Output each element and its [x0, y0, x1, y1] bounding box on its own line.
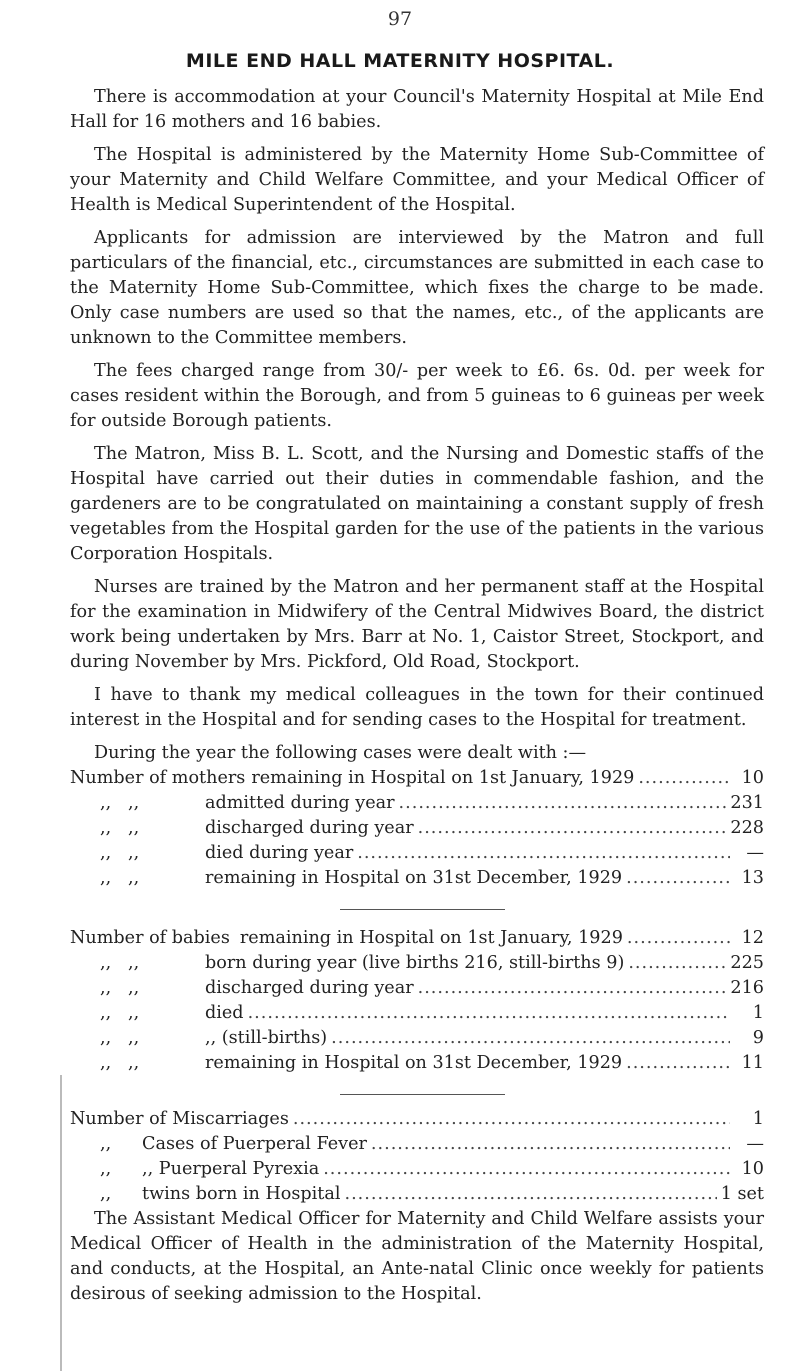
- leader-dots: [418, 976, 727, 1001]
- ditto-mark: ,,: [100, 868, 112, 888]
- row-lead: [70, 816, 205, 841]
- ditto-mark: ,,: [128, 1028, 140, 1048]
- leader-dots: [323, 1157, 730, 1182]
- ditto-mark: ,,: [100, 1184, 112, 1204]
- row-lead: [70, 976, 205, 1001]
- table-row: [70, 866, 764, 891]
- ditto-mark: ,,: [100, 953, 112, 973]
- row-value: 225: [730, 953, 764, 973]
- paragraph-applicants: Applicants for admission are interviewed by the Matron and full particulars of the financial, etc., circumstances are submitted in each case to the Maternity Home Sub-Committee, which fixes the charge to be made. Only case numbers are used so that the names, etc., of the applicants are unknown to the Committee members.: [70, 228, 764, 348]
- row-lead: Number of mothers: [70, 768, 246, 788]
- table-row: [70, 766, 764, 791]
- row-value: 231: [730, 793, 764, 813]
- ditto-mark: ,,: [100, 1028, 112, 1048]
- leader-dots: [418, 816, 727, 841]
- document-body: [70, 85, 764, 1315]
- paragraph-nurses: Nurses are trained by the Matron and her permanent staff at the Hospital for the examination in Midwifery of the Central Midwives Board, the district work being undertaken by Mrs. Barr at No. 1, Caistor Street, Stockport, and during November by Mrs. Pickford, Old Road, Stockport.: [70, 577, 764, 672]
- row-lead: [70, 866, 205, 891]
- table-row: [70, 816, 764, 841]
- row-value: 9: [752, 1028, 764, 1048]
- ditto-mark: ,,: [100, 1053, 112, 1073]
- page-number: 97: [387, 8, 413, 30]
- paragraph-accommodation: There is accommodation at your Council's Maternity Hospital at Mile End Hall for 16 mothers and 16 babies.: [70, 87, 764, 132]
- leader-dots: [248, 1001, 730, 1026]
- row-label: admitted during year: [205, 793, 395, 813]
- table-row: [70, 1026, 764, 1051]
- row-label: Cases of Puerperal Fever: [142, 1134, 367, 1154]
- leader-dots: [628, 951, 726, 976]
- ditto-mark: ,,: [100, 818, 112, 838]
- row-label: discharged during year: [205, 818, 414, 838]
- row-value: —: [746, 1134, 764, 1154]
- leader-dots: [371, 1132, 730, 1157]
- table-row: [70, 1132, 764, 1157]
- row-lead: Number of babies: [70, 928, 230, 948]
- leader-dots: [638, 766, 730, 791]
- ditto-mark: ,,: [128, 843, 140, 863]
- ditto-mark: ,,: [100, 1134, 112, 1154]
- row-lead: [70, 1026, 205, 1051]
- section-divider: [340, 1094, 505, 1095]
- table-row: [70, 951, 764, 976]
- row-value: 10: [741, 768, 764, 788]
- row-label: twins born in Hospital: [142, 1184, 341, 1204]
- row-label: discharged during year: [205, 978, 414, 998]
- row-value: 1: [752, 1003, 764, 1023]
- section-divider: [340, 909, 505, 910]
- leader-dots: [345, 1182, 717, 1207]
- row-lead: Number of: [70, 1109, 167, 1129]
- paragraph-thanks: I have to thank my medical colleagues in the town for their continued interest in the Hospital and for sending cases to the Hospital for treatment.: [70, 685, 764, 730]
- table-row: [70, 976, 764, 1001]
- row-value: 11: [741, 1053, 764, 1073]
- paragraph-closing: The Assistant Medical Officer for Maternity and Child Welfare assists your Medical Officer of Health in the administration of the Maternity Hospital, and conducts, at the Hospital, an Ante-natal Clinic once weekly for patients desirous of seeking admission to the Hospital.: [70, 1209, 764, 1304]
- row-lead: [70, 951, 205, 976]
- row-lead: [70, 1051, 205, 1076]
- paragraph-fees: The fees charged range from 30/- per week to £6. 6s. 0d. per week for cases resident within the Borough, and from 5 guineas to 6 guineas per week for outside Borough patients.: [70, 361, 764, 431]
- ditto-mark: ,,: [128, 1003, 140, 1023]
- table-row: [70, 791, 764, 816]
- ditto-mark: ,,: [100, 843, 112, 863]
- table-row: [70, 1182, 764, 1207]
- leader-dots: [626, 866, 730, 891]
- row-lead: [70, 841, 205, 866]
- row-lead: [70, 1132, 142, 1157]
- leader-dots: [331, 1026, 730, 1051]
- babies-table: [70, 926, 764, 1076]
- misc-table: [70, 1107, 764, 1207]
- paragraph-staff: The Matron, Miss B. L. Scott, and the Nursing and Domestic staffs of the Hospital have carried out their duties in commendable fashion, and the gardeners are to be congratulated on maintaining a constant supply of fresh vegetables from the Hospital garden for the use of the patients in the various Corporation Hospitals.: [70, 444, 764, 564]
- row-value: 10: [741, 1159, 764, 1179]
- ditto-mark: ,,: [100, 793, 112, 813]
- row-value: 1 set: [720, 1184, 764, 1204]
- leader-dots: [293, 1107, 730, 1132]
- table-row: [70, 1001, 764, 1026]
- row-lead: [70, 1157, 142, 1182]
- row-label: born during year (live births 216, still-births 9): [205, 953, 625, 973]
- row-label: remaining in Hospital on 31st December, 1929: [205, 868, 623, 888]
- row-label: died during year: [205, 843, 354, 863]
- row-label: remaining in Hospital on 1st January, 1929: [239, 928, 623, 948]
- ditto-mark: ,,: [100, 1159, 112, 1179]
- table-row: [70, 926, 764, 951]
- row-label: Miscarriages: [172, 1109, 289, 1129]
- row-lead: [70, 791, 205, 816]
- row-value: 1: [752, 1109, 764, 1129]
- table-row: [70, 841, 764, 866]
- row-lead: [70, 1182, 142, 1207]
- row-label: ,, (still-births): [205, 1028, 328, 1048]
- ditto-mark: ,,: [128, 868, 140, 888]
- table-row: [70, 1051, 764, 1076]
- table-row: [70, 1157, 764, 1182]
- row-value: 13: [741, 868, 764, 888]
- ditto-mark: ,,: [128, 953, 140, 973]
- ditto-mark: ,,: [128, 793, 140, 813]
- row-value: —: [746, 843, 764, 863]
- row-value: 228: [730, 818, 764, 838]
- table-row: [70, 1107, 764, 1132]
- row-value: 216: [730, 978, 764, 998]
- row-lead: [70, 1001, 205, 1026]
- row-label: ,, Puerperal Pyrexia: [142, 1159, 320, 1179]
- row-label: died: [205, 1003, 244, 1023]
- leader-dots: [626, 1051, 730, 1076]
- leader-dots: [627, 926, 730, 951]
- paragraph-cases-intro: During the year the following cases were dealt with :—: [94, 743, 587, 763]
- binding-margin-line: [60, 1075, 62, 1371]
- ditto-mark: ,,: [128, 818, 140, 838]
- row-label: remaining in Hospital on 31st December, 1929: [205, 1053, 623, 1073]
- ditto-mark: ,,: [100, 1003, 112, 1023]
- leader-dots: [357, 841, 730, 866]
- ditto-mark: ,,: [128, 978, 140, 998]
- ditto-mark: ,,: [100, 978, 112, 998]
- row-value: 12: [741, 928, 764, 948]
- ditto-mark: ,,: [128, 1053, 140, 1073]
- mothers-table: [70, 766, 764, 891]
- paragraph-administration: The Hospital is administered by the Maternity Home Sub-Committee of your Maternity and Child Welfare Committee, and your Medical Officer of Health is Medical Superintendent of the Hospital.: [70, 145, 764, 215]
- row-label: remaining in Hospital on 1st January, 1929: [251, 768, 635, 788]
- leader-dots: [399, 791, 727, 816]
- page-title: MILE END HALL MATERNITY HOSPITAL.: [185, 50, 615, 72]
